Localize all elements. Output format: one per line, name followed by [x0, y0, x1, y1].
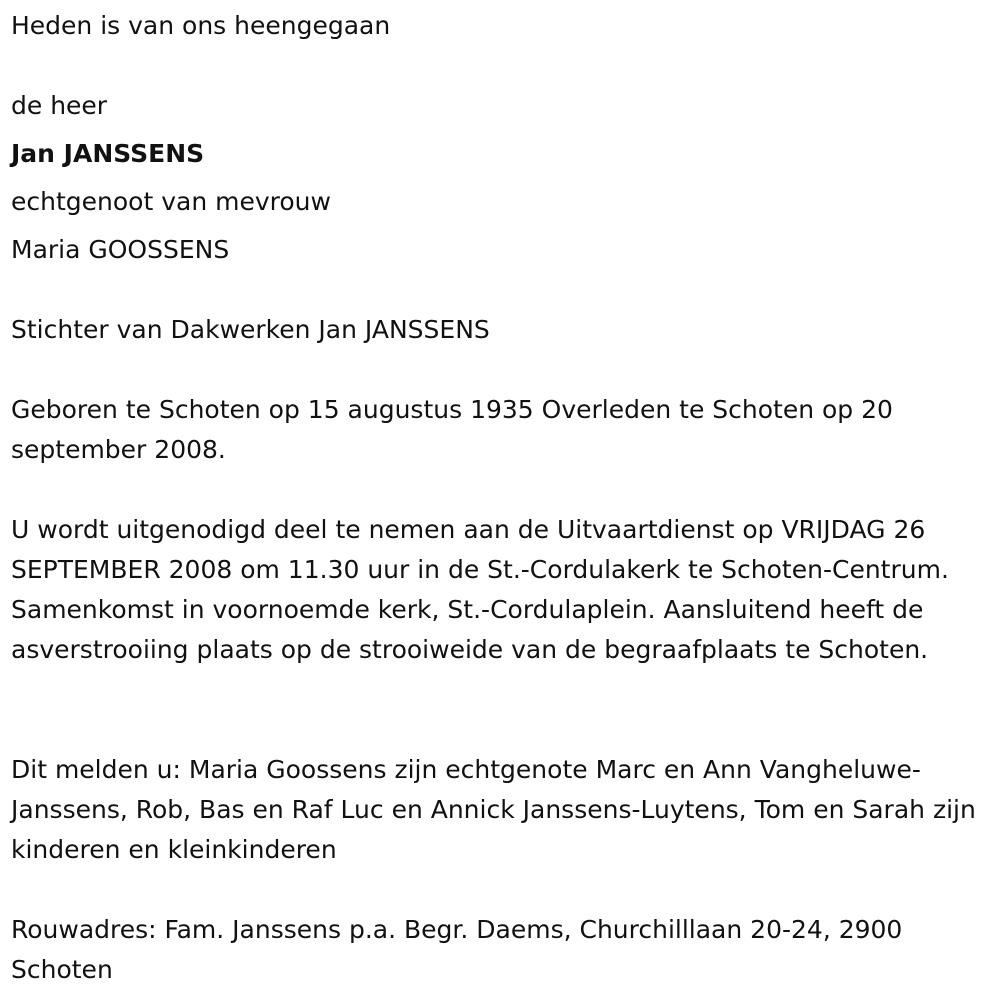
address-paragraph: Rouwadres: Fam. Janssens p.a. Begr. Daems, Churchilllaan 20-24, 2900 Schoten	[11, 915, 903, 984]
birth-death-paragraph: Geboren te Schoten op 15 augustus 1935 Overleden te Schoten op 20 september 2008.	[11, 395, 893, 464]
spouse-label: echtgenoot van mevrouw	[11, 187, 331, 216]
role-text: Stichter van Dakwerken Jan JANSSENS	[11, 315, 490, 344]
intro-text: Heden is van ons heengegaan	[11, 11, 391, 40]
announcers-paragraph: Dit melden u: Maria Goossens zijn echtgenote Marc en Ann Vangheluwe-Janssens, Rob, Bas en Raf Luc en Annick Janssens-Luytens, Tom en Sarah zijn kinderen en kleinkinderen	[11, 755, 976, 864]
deceased-name: Jan JANSSENS	[11, 139, 205, 168]
ceremony-paragraph: U wordt uitgenodigd deel te nemen aan de Uitvaartdienst op VRIJDAG 26 SEPTEMBER 2008 om 11.30 uur in de St.-Cordulakerk te Schoten-Centrum. Samenkomst in voornoemde kerk, St.-Cordulaplein. Aansluitend heeft de asverstrooiing plaats op de strooiweide van de begraafplaats te Schoten.	[11, 515, 949, 664]
title-prefix: de heer	[11, 91, 108, 120]
spouse-name: Maria GOOSSENS	[11, 235, 230, 264]
